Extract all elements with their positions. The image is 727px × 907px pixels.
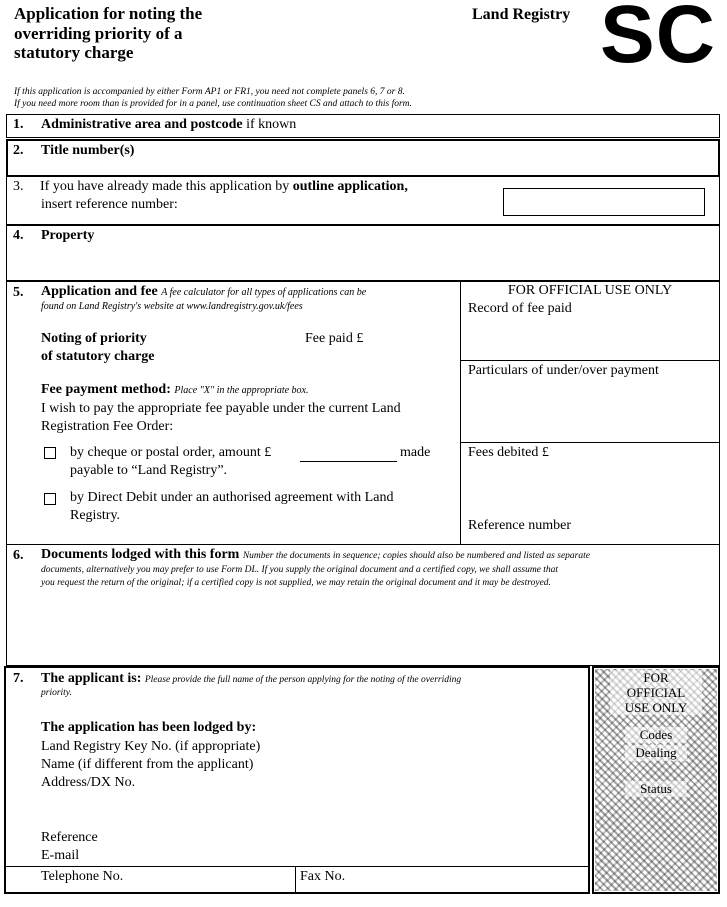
application-type-line-2: of statutory charge (41, 349, 155, 364)
registry-name: Land Registry (472, 6, 571, 23)
panel-7-note-1: Please provide the full name of the person applying for the noting of the overriding (144, 675, 462, 685)
panel-4-number: 4. (13, 228, 24, 243)
official-side-line-3: USE ONLY (624, 700, 688, 715)
record-fee-label: Record of fee paid (468, 301, 572, 316)
note-line-2: If you need more room than is provided for in a panel, use continuation sheet CS and attach to this form. (14, 99, 412, 109)
status-label: Status (625, 781, 687, 797)
form-title (14, 4, 274, 63)
official-side-line-2: OFFICIAL (626, 685, 686, 700)
official-use-panel (460, 281, 720, 545)
dealing-label: Dealing (625, 745, 687, 761)
email-label: E-mail (41, 848, 80, 863)
official-divider-2 (460, 442, 720, 443)
telephone-fax-divider (295, 866, 296, 894)
fax-label: Fax No. (300, 869, 346, 884)
payment-wish-line-1: I wish to pay the appropriate fee payable under the current Land (41, 401, 401, 416)
direct-debit-option-line-2: Registry. (70, 508, 121, 523)
particulars-label: Particulars of under/over payment (468, 363, 659, 378)
cheque-amount-input[interactable] (300, 461, 397, 462)
cheque-checkbox[interactable] (44, 447, 56, 459)
reference-label: Reference (41, 830, 98, 845)
fees-debited-label: Fees debited £ (468, 445, 549, 460)
reference-number-label: Reference number (468, 518, 571, 533)
panel-6-note-3: you request the return of the original; if a certified copy is not supplied, we may retain the original document and it may be destroyed. (41, 578, 551, 588)
panel-7-label: The applicant is: (41, 671, 142, 686)
panel-6-heading (41, 547, 713, 563)
panel-7-heading (41, 671, 581, 687)
key-number-label: Land Registry Key No. (if appropriate) (41, 739, 261, 754)
title-line-2: overriding priority of a (14, 23, 183, 43)
panel-5-fee-note-1: A fee calculator for all types of applications can be (161, 287, 367, 298)
panel-7-divider (4, 866, 590, 867)
panel-5-number: 5. (13, 285, 24, 300)
panel-1-heading (41, 117, 296, 133)
panel-2-number: 2. (13, 143, 24, 158)
panel-3-line-2: insert reference number: (41, 197, 178, 212)
reference-number-input[interactable] (503, 188, 705, 216)
name-label: Name (if different from the applicant) (41, 757, 254, 772)
panel-3-number: 3. (13, 179, 24, 194)
panel-3-line-1a: If you have already made this application by (40, 179, 290, 194)
panel-2-label: Title number(s) (41, 143, 135, 158)
direct-debit-checkbox[interactable] (44, 493, 56, 505)
panel-6-number: 6. (13, 548, 24, 563)
title-line-3: statutory charge (14, 43, 134, 62)
fee-paid-label: Fee paid £ (305, 331, 364, 346)
panel-1-label: Administrative area and postcode (41, 117, 243, 132)
panel-3-line-1b: outline application, (292, 179, 408, 194)
payment-method-note: Place "X" in the appropriate box. (174, 385, 309, 396)
panel-7-note-2: priority. (41, 688, 72, 698)
panel-4-label: Property (41, 228, 95, 243)
panel-6-note-2: documents, alternatively you may prefer to use Form DL. If you supply the original document and a certified copy, we shall assume that (41, 565, 559, 575)
direct-debit-option-line-1: by Direct Debit under an authorised agreement with Land (70, 490, 394, 505)
official-use-heading: FOR OFFICIAL USE ONLY (507, 283, 673, 298)
panel-6-label: Documents lodged with this form (41, 547, 240, 562)
telephone-label: Telephone No. (41, 869, 124, 884)
cheque-option-line-1: by cheque or postal order, amount £ (70, 445, 272, 460)
payment-method-heading (41, 382, 309, 398)
panel-3-line-1 (40, 179, 408, 195)
payment-wish-line-2: Registration Fee Order: (41, 419, 174, 434)
title-line-1: Application for noting the (14, 4, 203, 23)
panel-5-fee-note-2: found on Land Registry's website at www.landregistry.gov.uk/fees (41, 301, 303, 312)
payment-method-label: Fee payment method: (41, 382, 171, 397)
codes-label: Codes (625, 727, 687, 743)
note-line-1: If this application is accompanied by either Form AP1 or FR1, you need not complete panels 6, 7 or 8. (14, 87, 405, 97)
panel-1-suffix: if known (246, 117, 297, 132)
panel-6-note-1: Number the documents in sequence; copies should also be numbered and listed as separate (242, 551, 590, 561)
panel-5-heading (41, 284, 451, 300)
official-divider-1 (460, 360, 720, 361)
panel-7-number: 7. (13, 671, 24, 686)
official-side-line-1: FOR (643, 670, 669, 685)
application-type-line-1: Noting of priority (41, 331, 147, 346)
panel-1-number: 1. (13, 117, 24, 132)
cheque-option-line-2: payable to “Land Registry”. (70, 463, 228, 478)
address-label: Address/DX No. (41, 775, 136, 790)
official-use-side-heading (610, 670, 702, 715)
panel-4 (6, 225, 720, 281)
lodged-by-heading: The application has been lodged by: (41, 720, 257, 735)
form-code: SC (600, 0, 716, 80)
cheque-option-made: made (400, 445, 431, 460)
panel-5-label: Application and fee (41, 284, 158, 299)
